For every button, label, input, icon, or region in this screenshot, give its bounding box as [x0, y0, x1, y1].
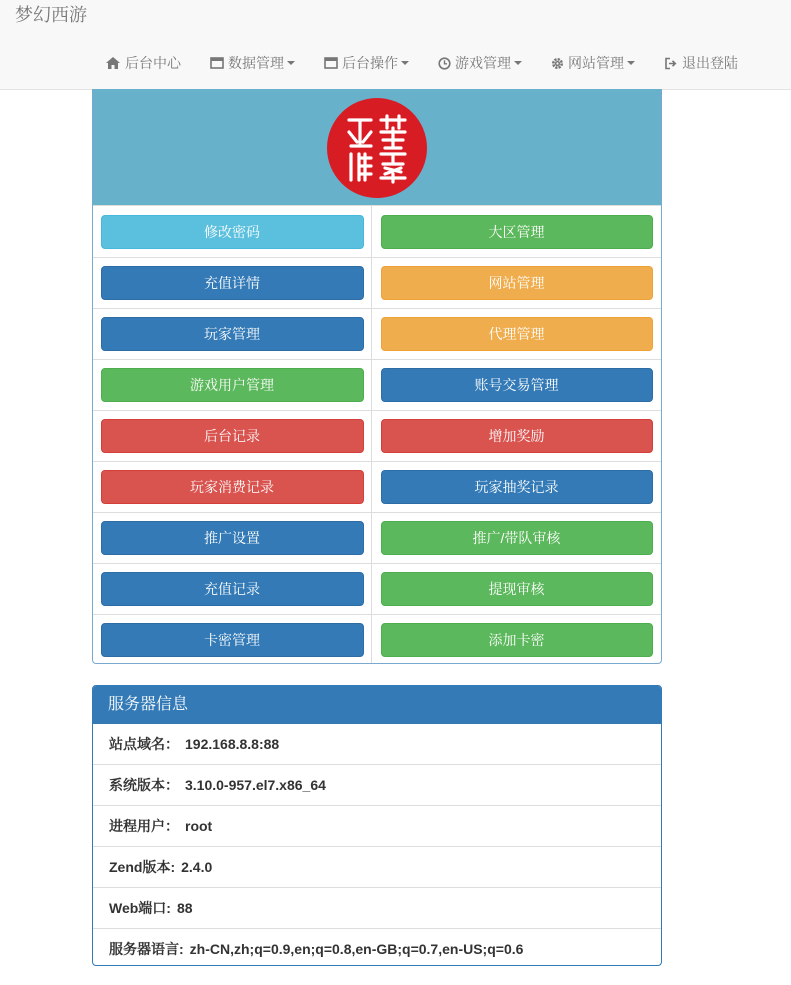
main-nav: [97, 48, 746, 78]
menu-cell: [372, 614, 661, 664]
nav-label: 后台操作: [342, 55, 398, 71]
nav-item-backend-operations[interactable]: [316, 48, 417, 78]
caret-down-icon: [287, 61, 295, 65]
menu-cell: [93, 461, 372, 512]
change-password-button[interactable]: 修改密码: [101, 215, 364, 249]
add-reward-button[interactable]: 增加奖励: [381, 419, 653, 453]
menu-button-grid: [93, 206, 661, 664]
nav-item-game-management[interactable]: [430, 48, 530, 78]
menu-cell: [93, 410, 372, 461]
menu-cell: [93, 359, 372, 410]
info-row-domain: [93, 724, 661, 764]
nav-item-dashboard[interactable]: [97, 48, 189, 78]
server-info-panel: [92, 685, 662, 966]
nav-label: 游戏管理: [455, 55, 511, 71]
window-icon: [210, 57, 224, 69]
seal-logo-artwork: [327, 98, 427, 198]
menu-cell: [372, 512, 661, 563]
menu-header: [93, 89, 661, 206]
info-row-os-version: [93, 764, 661, 805]
withdrawal-review-button[interactable]: 提现审核: [381, 572, 653, 606]
menu-cell: [372, 308, 661, 359]
info-value: 3.10.0-957.el7.x86_64: [185, 777, 326, 793]
nav-label: 数据管理: [228, 55, 284, 71]
admin-menu-panel: [92, 89, 662, 664]
nav-item-logout[interactable]: [656, 48, 746, 78]
info-row-zend-version: [93, 846, 661, 887]
info-label: 进程用户：: [109, 818, 179, 834]
home-icon: [105, 56, 121, 70]
add-card-key-button[interactable]: 添加卡密: [381, 623, 653, 657]
recharge-details-button[interactable]: 充值详情: [101, 266, 364, 300]
info-value: root: [185, 818, 213, 834]
agent-management-button[interactable]: 代理管理: [381, 317, 653, 351]
nav-item-site-management[interactable]: [543, 48, 643, 78]
account-trade-management-button[interactable]: 账号交易管理: [381, 368, 653, 402]
menu-cell: [372, 257, 661, 308]
nav-label: 后台中心: [125, 55, 181, 71]
backend-log-button[interactable]: 后台记录: [101, 419, 364, 453]
info-label: Web端口:: [109, 900, 171, 916]
logout-icon: [664, 57, 678, 70]
menu-cell: [372, 410, 661, 461]
gear-icon: [551, 57, 564, 70]
nav-item-data-management[interactable]: [202, 48, 303, 78]
recharge-log-button[interactable]: 充值记录: [101, 572, 364, 606]
seal-logo: [327, 98, 427, 198]
card-key-management-button[interactable]: 卡密管理: [101, 623, 364, 657]
menu-cell: [372, 461, 661, 512]
info-row-server-language: [93, 928, 661, 966]
caret-down-icon: [401, 61, 409, 65]
menu-cell: [93, 206, 372, 257]
menu-cell: [93, 563, 372, 614]
promotion-settings-button[interactable]: 推广设置: [101, 521, 364, 555]
player-lottery-log-button[interactable]: 玩家抽奖记录: [381, 470, 653, 504]
info-value: zh-CN,zh;q=0.9,en;q=0.8,en-GB;q=0.7,en-US;q=0.6: [189, 941, 524, 957]
info-label: 站点域名：: [109, 736, 179, 752]
menu-cell: [93, 308, 372, 359]
caret-down-icon: [627, 61, 635, 65]
nav-label: 退出登陆: [682, 55, 738, 71]
nav-label: 网站管理: [568, 55, 624, 71]
window-icon: [324, 57, 338, 69]
info-label: 系统版本：: [109, 777, 179, 793]
player-spending-log-button[interactable]: 玩家消费记录: [101, 470, 364, 504]
caret-down-icon: [514, 61, 522, 65]
site-management-button[interactable]: 网站管理: [381, 266, 653, 300]
game-user-management-button[interactable]: 游戏用户管理: [101, 368, 364, 402]
info-label: Zend版本:: [109, 859, 176, 875]
info-row-web-port: [93, 887, 661, 928]
brand-title[interactable]: 梦幻西游: [15, 5, 87, 25]
info-row-process-user: [93, 805, 661, 846]
region-management-button[interactable]: 大区管理: [381, 215, 653, 249]
info-value: 192.168.8.8:88: [185, 736, 280, 752]
menu-cell: [372, 359, 661, 410]
info-value: 2.4.0: [181, 859, 213, 875]
top-navbar: [0, 0, 791, 90]
menu-cell: [93, 614, 372, 664]
info-label: 服务器语言:: [109, 941, 184, 957]
menu-cell: [372, 206, 661, 257]
clock-icon: [438, 57, 451, 70]
menu-cell: [93, 257, 372, 308]
menu-cell: [372, 563, 661, 614]
menu-cell: [93, 512, 372, 563]
info-value: 88: [176, 900, 193, 916]
promotion-team-review-button[interactable]: 推广/带队审核: [381, 521, 653, 555]
server-info-title: 服务器信息: [93, 686, 661, 724]
player-management-button[interactable]: 玩家管理: [101, 317, 364, 351]
